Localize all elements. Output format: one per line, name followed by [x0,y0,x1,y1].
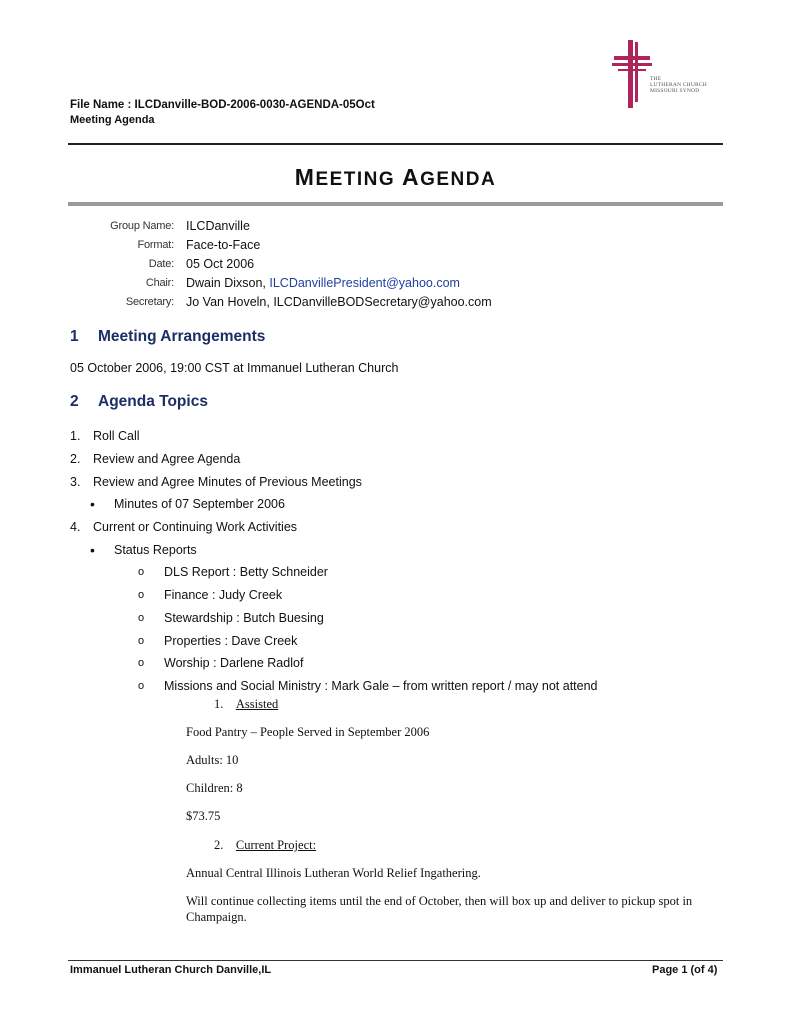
children-count: Children: 8 [186,781,243,795]
page-title: MEETING AGENDA [294,164,497,190]
food-pantry-text: Food Pantry – People Served in September 2006 [186,725,430,739]
footer-church-name: Immanuel Lutheran Church Danville,IL [70,964,272,976]
list-item: o Properties : Dave Creek [138,633,298,648]
list-item: 1. Roll Call [70,429,140,444]
file-name: File Name : ILCDanville-BOD-2006-0030-AGENDA-05Oct [70,99,375,111]
logo-wordmark: THE LUTHERAN CHURCH MISSOURI SYNOD [650,76,707,94]
list-item: • Minutes of 07 September 2006 [90,496,285,513]
list-item: 2. Review and Agree Agenda [70,452,241,467]
list-item: o Finance : Judy Creek [138,588,283,603]
footer-divider [68,960,723,961]
missions-item-current-project: 2. Current Project: [214,838,317,852]
detail-row-date: Date: 05 Oct 2006 [148,256,255,271]
section-heading-meeting-arrangements: 1 Meeting Arrangements [70,328,266,345]
list-item: o DLS Report : Betty Schneider [138,565,328,580]
missions-item-assisted: 1. Assisted [214,697,279,711]
detail-row-group-name: Group Name: ILCDanville [110,218,250,233]
page-number: Page 1 (of 4) [652,964,718,976]
detail-row-secretary: Secretary: Jo Van Hoveln, ILCDanvilleBODSecretary@yahoo.com [125,294,492,309]
list-item: o Missions and Social Ministry : Mark Gale – from written report / may not attend [138,678,598,693]
amount-value: $73.75 [186,809,221,823]
title-divider [68,202,723,206]
detail-row-chair: Chair: Dwain Dixson, ILCDanvillePresident@yahoo.com [145,275,460,290]
continue-text-line2: Champaign. [186,910,247,924]
meeting-details [70,216,492,311]
header-divider [68,143,723,145]
agenda-list [70,425,598,697]
cross-icon [612,38,652,110]
adults-count: Adults: 10 [186,753,239,767]
list-item: 4. Current or Continuing Work Activities [70,520,298,535]
list-item: • Status Reports [90,541,197,558]
section-heading-agenda-topics: 2 Agenda Topics [70,393,208,410]
continue-text-line1: Will continue collecting items until the end of October, then will box up and deliver to pickup spot in [186,894,693,908]
project-text: Annual Central Illinois Lutheran World Relief Ingathering. [186,866,481,880]
chair-email-link[interactable]: ILCDanvillePresident@yahoo.com [269,275,460,290]
meeting-arrangement-text: 05 October 2006, 19:00 CST at Immanuel Lutheran Church [70,361,399,375]
church-logo [612,38,730,110]
detail-row-format: Format: Face-to-Face [137,237,261,252]
list-item: o Worship : Darlene Radlof [138,656,304,671]
header-subtitle: Meeting Agenda [70,114,155,126]
list-item: o Stewardship : Butch Buesing [138,610,324,625]
list-item: 3. Review and Agree Minutes of Previous Meetings [70,474,362,489]
